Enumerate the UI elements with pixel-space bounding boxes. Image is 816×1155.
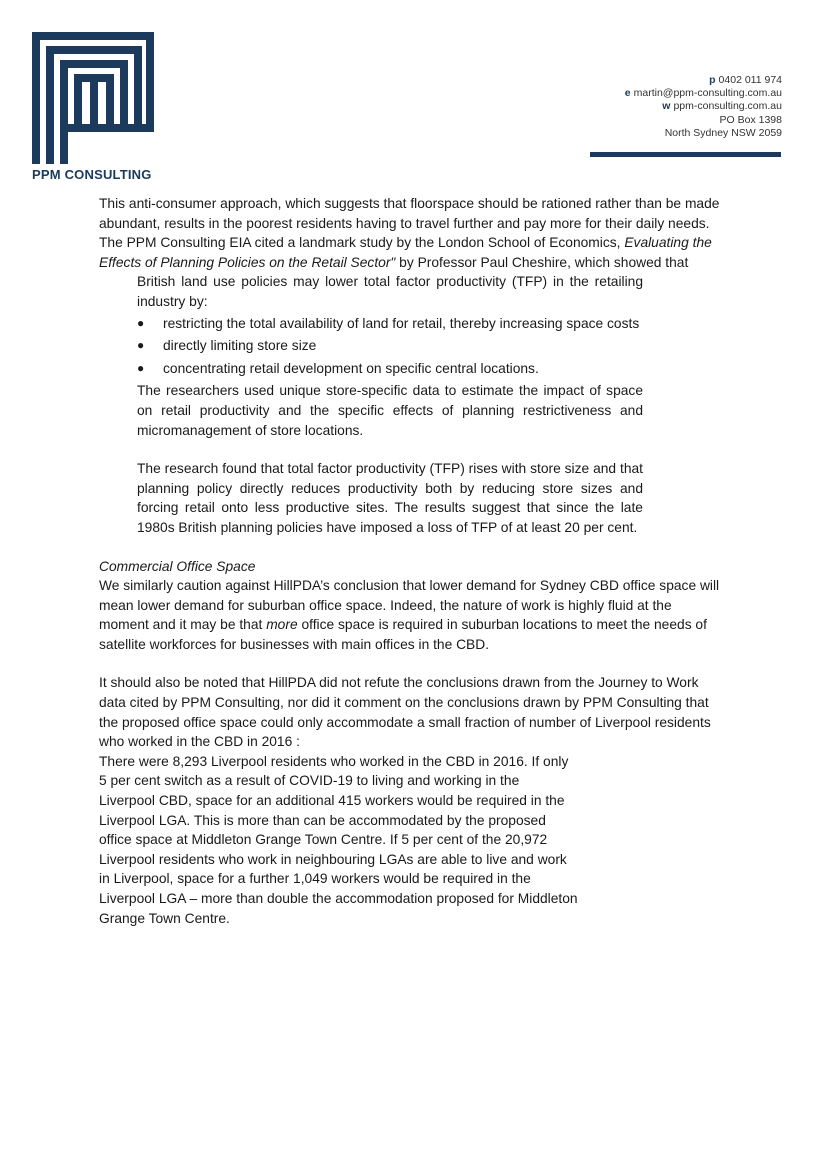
journey-paragraph: It should also be noted that HillPDA did not refute the conclusions drawn from the Journey to Work data cited by PPM Consulting, nor did it comment on the conclusions drawn by PPM Consulting that the proposed office space could only accommodate a small fraction of number of Liverpool residents who worked in the CBD in 2016 : <box>99 675 711 750</box>
bullet-icon: ● <box>137 338 145 353</box>
bullet-icon: ● <box>137 360 145 375</box>
company-name: PPM CONSULTING <box>32 167 152 182</box>
list-item: ● directly limiting store size <box>137 336 643 356</box>
suburb: North Sydney NSW 2059 <box>664 126 782 139</box>
quote-paragraph: The researchers used unique store-specific data to estimate the impact of space on retail productivity and the specific effects of planning restrictiveness and micromanagement of store locations. <box>137 383 643 438</box>
bullet-list <box>137 314 643 379</box>
section-heading: Commercial Office Space <box>99 558 256 574</box>
study-title: Evaluating the Effects of Planning Policies on the Retail Sector" <box>99 235 712 270</box>
web-line: w ppm-consulting.com.au <box>662 100 782 113</box>
email-line: e martin@ppm-consulting.com.au <box>624 87 782 100</box>
intro-paragraph: This anti-consumer approach, which suggests that floorspace should be rationed rather than be made abundant, results in the poorest residents having to travel further and pay more for their daily needs. The PPM Consulting EIA cited a landmark study by the London School of Economics, Evaluating the Effects of Planning Policies on the Retail Sector" by Professor Paul Cheshire, which showed that <box>99 196 720 270</box>
phone-number: 0402 011 974 <box>718 74 782 86</box>
document-body <box>99 194 724 928</box>
list-item: ● concentrating retail development on specific central locations. <box>137 359 643 379</box>
po-box: PO Box 1398 <box>719 113 782 126</box>
email-address: martin@ppm-consulting.com.au <box>633 87 782 100</box>
list-item: ● restricting the total availability of land for retail, thereby increasing space costs <box>137 314 643 334</box>
web-address: ppm-consulting.com.au <box>673 100 782 113</box>
contact-block <box>625 74 782 140</box>
quote-paragraph: The research found that total factor productivity (TFP) rises with store size and that planning policy directly reduces productivity both by reducing store sizes and forcing retail onto less productive sites. The results suggest that since the late 1980s British planning policies have imposed a loss of TFP of at least 20 per cent. <box>137 461 643 535</box>
bullet-icon: ● <box>137 315 145 330</box>
lse-quote <box>137 272 643 537</box>
header-divider <box>590 152 781 157</box>
liverpool-quote: There were 8,293 Liverpool residents who worked in the CBD in 2016. If only 5 per cent switch as a result of COVID-19 to living and working in the Liverpool CBD, space for an additional 415 workers would be required in the Liverpool LGA. This is more than can be accommodated by the proposed office space at Middleton Grange Town Centre. If 5 per cent of the 20,972 Liverpool residents who work in neighbouring LGAs are able to live and work in Liverpool, space for a further 1,049 workers would be required in the Liverpool LGA – more than double the accommodation proposed for Middleton Grange Town Centre. <box>99 753 578 926</box>
office-paragraph: We similarly caution against HillPDA’s conclusion that lower demand for Sydney CBD office space will mean lower demand for suburban office space. Indeed, the nature of work is highly fluid at the moment and it may be that more office space is required in suburban locations to meet the needs of satellite workforces for businesses with main offices in the CBD. <box>99 578 720 652</box>
phone-line: p 0402 011 974 <box>709 74 782 86</box>
ppm-logo <box>32 32 154 164</box>
quote-lead: British land use policies may lower total factor productivity (TFP) in the retailing industry by: <box>137 274 643 309</box>
